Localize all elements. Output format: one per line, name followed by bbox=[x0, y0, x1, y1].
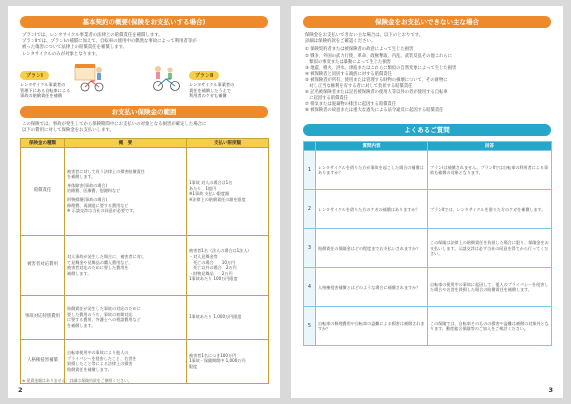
faq-header-answer: 回答 bbox=[428, 142, 552, 151]
list-item: ② 戦争、外国の武力行使、革命、政権奪取、内乱、武装反乱その他これらに bbox=[305, 53, 453, 59]
list-item: ④ 被保険者と同居する親族に対する賠償責任 bbox=[305, 71, 392, 77]
payment-table-wrapper bbox=[20, 138, 268, 384]
plan-1 bbox=[20, 62, 140, 99]
footnote: ※ 免責金額はありません。詳細は保険約款をご参照ください。 bbox=[22, 378, 132, 383]
limit-line: 1事故あたり 1,000万円限度 bbox=[189, 314, 242, 320]
limit-line: ※1事故 支払い限度額 bbox=[189, 191, 230, 197]
page-number: 2 bbox=[18, 386, 23, 394]
exclusions-intro-line: 詳細は保険約款をご確認ください。 bbox=[305, 39, 376, 45]
row-category: 人格権侵害補償 bbox=[21, 339, 65, 383]
payment-scope-intro bbox=[22, 122, 266, 134]
faq-number: 5 bbox=[304, 307, 316, 346]
faq-question: 賠償責任の保険金はどの程度までお支払いされますか？ bbox=[316, 229, 428, 268]
faq-question: 自転車の修理費用や自転車の盗難による損害は補償されますか？ bbox=[316, 307, 428, 346]
faq-answer: この保険では、自転車そのものの損害や盗難は補償の対象外となります。動産総合保険等のご加入をご検討ください。 bbox=[428, 307, 552, 346]
faq-question: 人格権侵害補償とはどのような場合に補償されますか？ bbox=[316, 268, 428, 307]
faq-answer: プランⅠは補償されません。プランⅡでは自転車の利用者による事故も補償の対象となります。 bbox=[428, 151, 552, 190]
summary-line: を補償します。 bbox=[67, 322, 96, 328]
plan-2-line: レンタサイクル事業者の bbox=[189, 81, 235, 87]
limit-line: 被害者1名につき100万円 bbox=[189, 352, 237, 358]
shop-bicycle-illustration bbox=[73, 62, 111, 92]
list-item: 類似の事変または暴動によって生じた損害 bbox=[305, 59, 391, 65]
summary-line: 要した費用のうち、事故の初期対応 bbox=[67, 311, 133, 317]
exclusions-intro-line: 保険金をお支払いできない主な場合は、以下のとおりです。 bbox=[305, 33, 424, 38]
plan-1-badge: プランⅠ bbox=[20, 71, 49, 80]
faq-row bbox=[304, 268, 552, 307]
limit-line: 1事故あたり 100万円限度 bbox=[189, 276, 238, 282]
row-limit bbox=[187, 339, 269, 383]
table-row bbox=[21, 295, 269, 339]
plan-row bbox=[20, 62, 268, 99]
faq-number: 1 bbox=[304, 151, 316, 190]
summary-line: て見舞金や見舞品の購入費用など、 bbox=[67, 259, 133, 265]
row-summary bbox=[65, 147, 187, 235]
limit-line: 被害者1名（法人の場合は1法人） bbox=[189, 248, 252, 254]
limit-line: ※法律上の賠償責任の額を限度 bbox=[189, 196, 246, 202]
payment-table-header bbox=[21, 138, 269, 147]
summary-line: 被害者対応のために要した費用を bbox=[67, 265, 129, 271]
row-category: 被害者対応費用 bbox=[21, 235, 65, 295]
plan-1-text bbox=[20, 82, 70, 99]
payment-table bbox=[20, 138, 269, 384]
exclusion-list bbox=[291, 47, 563, 114]
limit-line: 限度 bbox=[189, 363, 198, 369]
row-category: 事故対応特別費用 bbox=[21, 295, 65, 339]
summary-line: 身体障害(事故の場合) bbox=[67, 182, 108, 188]
faq-row bbox=[304, 307, 552, 346]
header-summary: 概 要 bbox=[65, 138, 187, 147]
table-row bbox=[21, 147, 269, 235]
row-category: 賠償責任 bbox=[21, 147, 65, 235]
row-summary bbox=[65, 339, 187, 383]
section-title-coverage-overview: 基本契約の概要(保険をお支払いする場合) bbox=[20, 16, 268, 28]
coverage-intro bbox=[22, 33, 266, 58]
plan-2-text bbox=[189, 82, 234, 99]
row-summary bbox=[65, 295, 187, 339]
summary-line: 修理費、再調達に要する費用など bbox=[67, 202, 129, 208]
list-item: ⑦ 排気または廃棄物の排出に起因する賠償責任 bbox=[305, 102, 397, 108]
summary-line: 対人事故が発生した場合に、被害者に対し bbox=[67, 253, 145, 259]
summary-line: ※ 示談交渉は当社の同意が必要です。 bbox=[67, 208, 137, 214]
faq-row bbox=[304, 151, 552, 190]
faq-number: 2 bbox=[304, 190, 316, 229]
intro-line: プランⅠでは、レンタサイクル事業者の法律上の賠償責任を補償します。 bbox=[22, 33, 163, 38]
header-limit: 支払い限度額 bbox=[187, 138, 269, 147]
limit-line: 死亡の場合 10万円 bbox=[189, 259, 236, 265]
limit-line: ・対人見舞金等 bbox=[189, 253, 218, 259]
plan-2 bbox=[148, 62, 268, 99]
page-number: 3 bbox=[548, 386, 553, 394]
section-title-exclusions: 保険金をお支払いできない主な場合 bbox=[303, 16, 551, 28]
faq-table-header bbox=[304, 142, 552, 151]
list-item: ⑧ 被保険者の故意または重大な過失による法令違反に起因する賠償責任 bbox=[305, 108, 444, 114]
limit-line: ・財物見舞品 2万円 bbox=[189, 270, 233, 276]
faq-number: 4 bbox=[304, 268, 316, 307]
limit-line: あたり 1億円 bbox=[189, 185, 217, 191]
list-item: ⑤ 被保険者が所有、使用または管理する財物の損壊について、その財物に bbox=[305, 77, 448, 83]
plan-1-line: 事故の賠償責任を補償 bbox=[20, 93, 62, 99]
summary-line: 自転車使用中の事故により他人の bbox=[67, 349, 129, 355]
faq-row bbox=[304, 229, 552, 268]
intro-line: プランⅡでは、プランⅠの補償に加えて、自転車の使用中の偶然な事故によって利用者等が bbox=[22, 39, 197, 45]
faq-table-wrapper bbox=[303, 141, 551, 346]
row-limit bbox=[187, 147, 269, 235]
limit-line: 1事故・保険期間中 1,000万円 bbox=[189, 358, 246, 364]
summary-line: 毀損したこと等による法律上の損害 bbox=[67, 361, 133, 367]
intro-line: 被った傷害について法律上の賠償責任を補償します。 bbox=[22, 45, 127, 51]
limit-line: 1事故 対人の場合は1名 bbox=[189, 179, 233, 185]
right-page bbox=[291, 6, 563, 398]
summary-line: プライバシーを侵害したこと、名誉を bbox=[67, 355, 137, 361]
faq-answer: 自転車の使用中の事故に起因して、他人のプライバシーを侵害した場合や名誉を毀損した場合の賠償責任を補償します。 bbox=[428, 268, 552, 307]
list-item: ① 保険契約者または被保険者の故意によって生じた損害 bbox=[305, 47, 414, 53]
faq-header-question: 質問内容 bbox=[316, 142, 428, 151]
faq-row bbox=[304, 190, 552, 229]
faq-number: 3 bbox=[304, 229, 316, 268]
plan-1-line: レンタサイクル事業者の bbox=[20, 81, 66, 87]
header-type: 保険金の種類 bbox=[21, 138, 65, 147]
row-limit bbox=[187, 235, 269, 295]
list-item: 対し正当な権利を有する者に対して負担する賠償責任 bbox=[305, 83, 413, 89]
plan-2-line: 責任を補償したうえで bbox=[189, 87, 231, 93]
summary-line: を補償します。 bbox=[67, 174, 96, 180]
faq-answer: プランⅡでは、レンタサイクルを借りた方のケガを補償します。 bbox=[428, 190, 552, 229]
intro-line: レンタサイクルのみが対象となります。 bbox=[22, 51, 100, 57]
left-page bbox=[8, 6, 280, 398]
list-item: に起因する賠償責任 bbox=[305, 96, 348, 102]
scope-intro-line: 以下の費用に対して保険金をお支払いします。 bbox=[22, 128, 114, 134]
scope-intro-line: この保険では、事故が発生してから保険期間中にお支払いの対象となる損害が確定した場合に bbox=[22, 122, 207, 128]
plan-2-line: 利用者のケガも補償 bbox=[189, 93, 227, 99]
summary-line: 賠償責任が発生した事故の対応のために bbox=[67, 305, 141, 311]
section-title-faq: よくあるご質問 bbox=[303, 124, 551, 136]
section-title-payment-scope: お支払い保険金の範囲 bbox=[20, 106, 268, 118]
summary-line: 財物損壊(事故の場合) bbox=[67, 196, 108, 202]
list-item: ③ 地震、噴火、洪水、津波またはこれらに類似の自然変象によって生じた損害 bbox=[305, 65, 457, 71]
summary-line: に要する費用、弁護士への相談費用など bbox=[67, 317, 141, 323]
faq-question: レンタサイクルを借りた方が事故を起こした場合の補償はありますか？ bbox=[316, 151, 428, 190]
limit-line: 死亡以外の場合 2万円 bbox=[189, 265, 237, 271]
row-summary bbox=[65, 235, 187, 295]
faq-table bbox=[303, 141, 552, 346]
plan-1-line: 管理下にある自転車による bbox=[20, 87, 71, 93]
faq-question: レンタサイクルを借りた方のケガの補償はありますか？ bbox=[316, 190, 428, 229]
exclusions-intro bbox=[305, 33, 549, 45]
family-bicycle-illustration bbox=[148, 62, 186, 92]
row-limit bbox=[187, 295, 269, 339]
plan-2-badge: プランⅡ bbox=[189, 71, 219, 80]
summary-line: 治療費、医療費、慰謝料など bbox=[67, 188, 121, 194]
summary-line: 賠償責任を補償します。 bbox=[67, 366, 112, 372]
summary-line: 補償します。 bbox=[67, 270, 92, 276]
table-row bbox=[21, 339, 269, 383]
summary-line: 被害者に対して負う法律上の損害賠償責任 bbox=[67, 168, 145, 174]
faq-answer: この保険は法律上の賠償責任を負担した場合に限り、保険金をお支払いします。示談交渉は必ず当社の同意を得てから行ってください。 bbox=[428, 229, 552, 268]
list-item: ⑥ 記名被保険者または記名被保険者の使用人等以外の者が使用する自転車 bbox=[305, 90, 448, 96]
table-row bbox=[21, 235, 269, 295]
faq-header-no bbox=[304, 142, 316, 151]
